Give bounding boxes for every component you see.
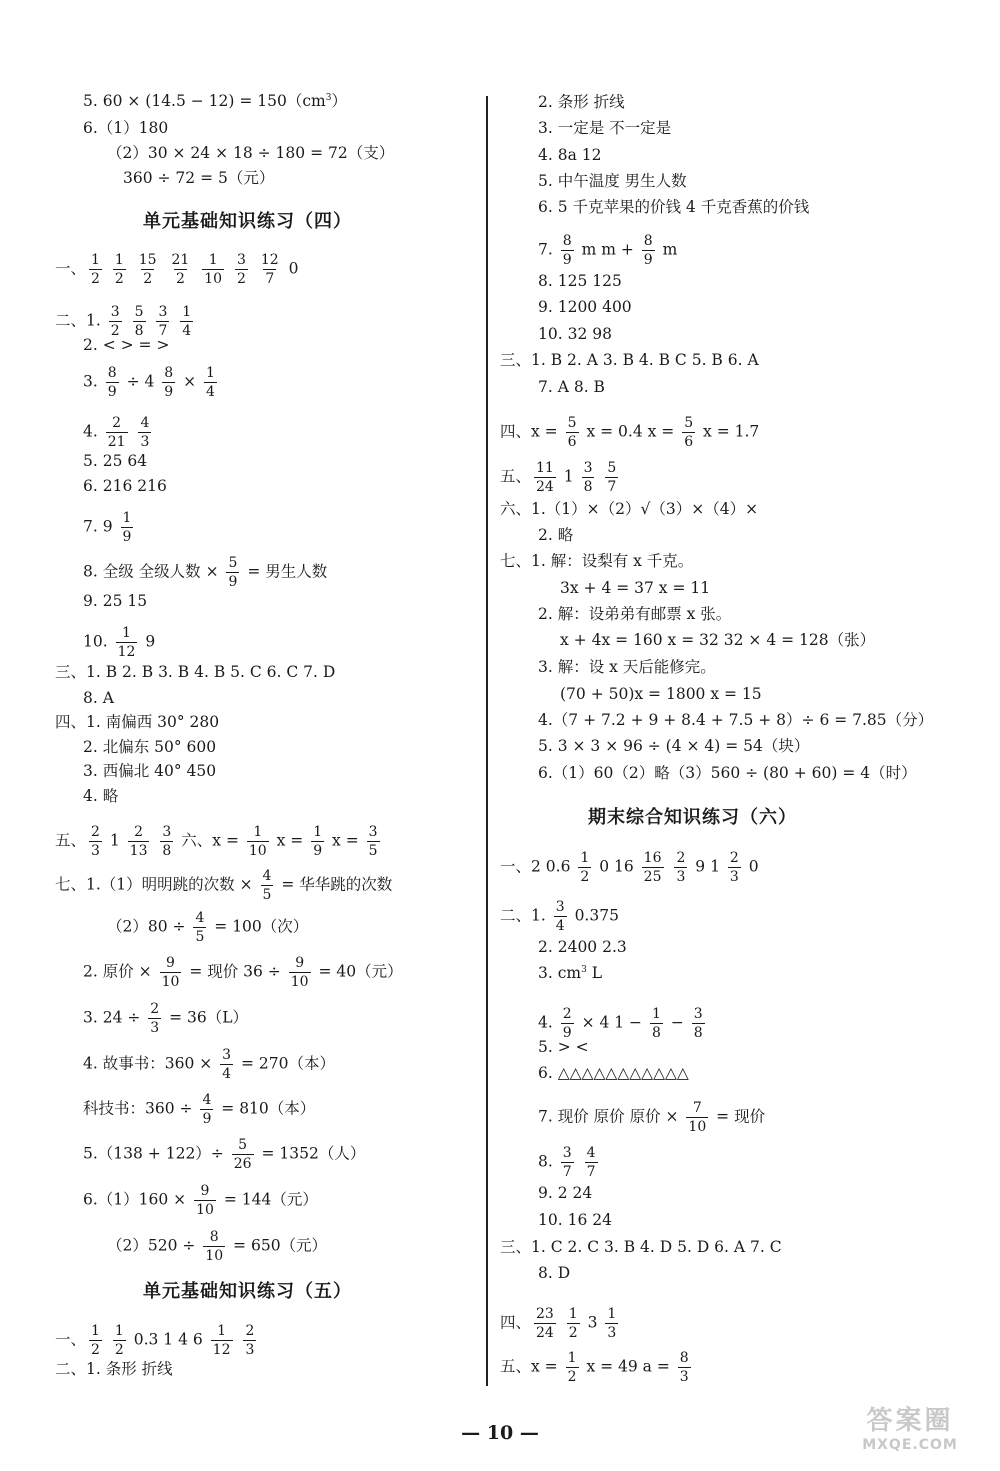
answer-line: （2）80 ÷ $\frac{4}{5}$ = 100（次）: [107, 910, 309, 945]
fraction: $\frac{2}{3}$: [729, 850, 739, 885]
answer-line: 7. 9 $\frac{1}{9}$: [83, 510, 132, 545]
answer-line: 三、1. B 2. B 3. B 4. B 5. C 6. C 7. D: [55, 663, 336, 681]
answer-line: 6. 216 216: [83, 477, 167, 495]
fraction: $\frac{8}{9}$: [562, 233, 572, 268]
answer-line: 2. 2400 2.3: [538, 938, 627, 956]
fraction: $\frac{2}{3}$: [91, 824, 100, 859]
answer-line: 七、1.（1）明明跳的次数 × $\frac{4}{5}$ = 华华跳的次数: [55, 868, 393, 903]
fraction: $\frac{8}{9}$: [643, 233, 653, 268]
answer-line: （2）520 ÷ $\frac{8}{10}$ = 650（元）: [107, 1229, 328, 1264]
fraction: $\frac{2}{21}$: [107, 415, 126, 450]
fraction: $\frac{1}{2}$: [568, 1306, 578, 1341]
answer-line: 5.（138 + 122）÷ $\frac{5}{26}$ = 1352（人）: [83, 1137, 366, 1172]
fraction: $\frac{9}{10}$: [290, 955, 309, 990]
fraction: $\frac{4}{7}$: [586, 1145, 596, 1180]
answer-line: 四、 $\frac{23}{24}$ $\frac{1}{2}$ 3 $\frac{1}{3}$: [500, 1306, 617, 1341]
answer-line: 三、1. C 2. C 3. B 4. D 5. D 6. A 7. C: [500, 1238, 782, 1256]
fraction: $\frac{2}{3}$: [676, 850, 686, 885]
fraction: $\frac{2}{9}$: [562, 1006, 572, 1041]
answer-line: 5. 25 64: [83, 452, 148, 470]
fraction: $\frac{3}{2}$: [237, 252, 246, 287]
answer-line: （2）30 × 24 × 18 ÷ 180 = 72（支）: [107, 144, 395, 162]
fraction: $\frac{3}{2}$: [110, 304, 120, 339]
answer-line: 3. 一定是 不一定是: [538, 119, 672, 137]
answer-line: 七、1. 解：设梨有 x 千克。: [500, 552, 694, 570]
answer-line: 五、 $\frac{11}{24}$ 1 $\frac{3}{8}$ $\frac{5}{7}$: [500, 460, 617, 495]
fraction: $\frac{1}{2}$: [91, 1323, 100, 1358]
answer-line: 6.（1）180: [83, 119, 169, 137]
answer-line: 7. A 8. B: [538, 378, 605, 396]
answer-line: 3x + 4 = 37 x = 11: [560, 579, 711, 597]
answer-line: 10. 32 98: [538, 325, 612, 343]
fraction: $\frac{3}{8}$: [583, 460, 593, 495]
fraction: $\frac{1}{2}$: [114, 1323, 124, 1358]
answer-line: 二、1. $\frac{3}{2}$ $\frac{5}{8}$ $\frac{3}{7}$ $\frac{1}{4}$: [55, 304, 192, 339]
answer-line: 8. A: [83, 689, 114, 707]
fraction: $\frac{5}{6}$: [684, 415, 694, 450]
answer-line: 4. 8a 12: [538, 146, 602, 164]
fraction: $\frac{5}{8}$: [134, 304, 144, 339]
answer-line: 5. > <: [538, 1038, 589, 1056]
answer-line: 10. 16 24: [538, 1211, 612, 1229]
fraction: $\frac{3}{8}$: [162, 824, 172, 859]
answer-line: 6.（1）160 × $\frac{9}{10}$ = 144（元）: [83, 1183, 318, 1218]
answer-line: 9. 2 24: [538, 1184, 593, 1202]
fraction: $\frac{1}{2}$: [580, 850, 590, 885]
fraction: $\frac{1}{2}$: [91, 252, 100, 287]
section-heading: 单元基础知识练习（四）: [143, 211, 352, 232]
fraction: $\frac{4}{3}$: [140, 415, 150, 450]
fraction: $\frac{1}{4}$: [206, 365, 215, 400]
fraction: $\frac{1}{4}$: [182, 304, 192, 339]
answer-line: 8. 125 125: [538, 272, 622, 290]
fraction: $\frac{3}{7}$: [562, 1145, 572, 1180]
fraction: $\frac{15}{2}$: [138, 252, 157, 287]
watermark-logo: [825, 1405, 995, 1465]
answer-line: 4. $\frac{2}{9}$ × 4 1 − $\frac{1}{8}$ − $\frac{3}{8}$: [538, 1006, 703, 1041]
answer-line: 二、1. 条形 折线: [55, 1360, 173, 1378]
fraction: $\frac{3}{4}$: [222, 1047, 232, 1082]
answer-line: 2. 条形 折线: [538, 93, 625, 111]
answer-line: 2. 解：设弟弟有邮票 x 张。: [538, 605, 732, 623]
answer-line: 5. $60 \times (14.5 - 12) = 150(cm^3)$: [83, 92, 348, 111]
fraction: $\frac{5}{9}$: [228, 555, 238, 590]
answer-line: 3. $\frac{8}{9}$ ÷ 4 $\frac{8}{9}$ × $\frac{1}{4}$: [83, 365, 215, 400]
answer-line: 5. 中午温度 男生人数: [538, 172, 687, 190]
fraction: $\frac{1}{3}$: [607, 1306, 617, 1341]
fraction: $\frac{1}{9}$: [313, 824, 323, 859]
fraction: $\frac{4}{9}$: [202, 1092, 212, 1127]
answer-line: 六、1.（1）×（2）√（3）×（4）×: [500, 500, 759, 518]
answer-line: 3. $cm^3$ L: [538, 964, 603, 983]
fraction: $\frac{4}{5}$: [195, 910, 205, 945]
fraction: $\frac{8}{3}$: [679, 1350, 689, 1385]
answer-line: 9. 1200 400: [538, 298, 632, 316]
fraction: $\frac{1}{12}$: [212, 1323, 231, 1358]
fraction: $\frac{7}{10}$: [688, 1100, 707, 1135]
answer-line: 五、x = $\frac{1}{2}$ x = 49 a = $\frac{8}{3}$: [500, 1350, 689, 1385]
answer-line: x + 4x = 160 x = 32 32 × 4 = 128（张）: [560, 631, 876, 649]
fraction: $\frac{5}{6}$: [567, 415, 577, 450]
answer-line: 2. 略: [538, 526, 574, 544]
fraction: $\frac{2}{3}$: [150, 1001, 160, 1036]
answer-line: 3. 24 ÷ $\frac{2}{3}$ = 36（L）: [83, 1001, 249, 1036]
watermark-url: MXQE.COM: [862, 1437, 958, 1453]
answer-line: 一、 $\frac{1}{2}$ $\frac{1}{2}$ $\frac{15}{2}$ $\frac{21}{2}$ $\frac{1}{10}$ $\frac{3}{2}$ $\frac{12}{7}$ 0: [55, 252, 299, 287]
watermark-logo-text: 答案圈: [866, 1406, 954, 1436]
fraction: $\frac{1}{2}$: [567, 1350, 577, 1385]
answer-line: 科技书：360 ÷ $\frac{4}{9}$ = 810（本）: [83, 1092, 316, 1127]
answer-line: 8. D: [538, 1264, 571, 1282]
fraction: $\frac{4}{5}$: [262, 868, 272, 903]
fraction: $\frac{1}{8}$: [651, 1006, 661, 1041]
fraction: $\frac{9}{10}$: [161, 955, 180, 990]
fraction: $\frac{5}{26}$: [233, 1137, 252, 1172]
fraction: $\frac{1}{9}$: [122, 510, 132, 545]
section-heading: 单元基础知识练习（五）: [143, 1281, 352, 1302]
fraction: $\frac{1}{2}$: [114, 252, 124, 287]
fraction: $\frac{16}{25}$: [643, 850, 662, 885]
answer-line: 10. $\frac{1}{12}$ 9: [83, 625, 156, 660]
answer-line: 3. 西偏北 40° 450: [83, 762, 217, 780]
answer-line: 四、1. 南偏西 30° 280: [55, 713, 220, 731]
fraction: $\frac{1}{10}$: [204, 252, 223, 287]
fraction: $\frac{3}{5}$: [368, 824, 378, 859]
fraction: $\frac{21}{2}$: [171, 252, 190, 287]
answer-line: 四、x = $\frac{5}{6}$ x = 0.4 x = $\frac{5}{6}$ x = 1.7: [500, 415, 760, 450]
answer-line: 6.（1）60（2）略（3）560 ÷ (80 + 60) = 4（时）: [538, 764, 917, 782]
fraction: $\frac{8}{9}$: [107, 365, 117, 400]
answer-line: 5. 3 × 3 × 96 ÷ (4 × 4) = 54（块）: [538, 737, 810, 755]
column-divider: [486, 96, 488, 1386]
answer-line: 4. 故事书：360 × $\frac{3}{4}$ = 270（本）: [83, 1047, 336, 1082]
answer-line: (70 + 50)x = 1800 x = 15: [560, 685, 762, 703]
fraction: $\frac{2}{3}$: [245, 1323, 255, 1358]
fraction: $\frac{12}{7}$: [260, 252, 279, 287]
answer-line: 2. 北偏东 50° 600: [83, 738, 217, 756]
answer-line: 2. < > = >: [83, 336, 170, 354]
fraction: $\frac{2}{13}$: [129, 824, 148, 859]
fraction: $\frac{8}{9}$: [164, 365, 174, 400]
answer-line: 一、 $\frac{1}{2}$ $\frac{1}{2}$ 0.3 1 4 6 $\frac{1}{12}$ $\frac{2}{3}$: [55, 1323, 255, 1358]
fraction: $\frac{8}{10}$: [205, 1229, 224, 1264]
answer-line: 6. 5 千克苹果的价钱 4 千克香蕉的价钱: [538, 198, 810, 216]
answer-line: 6. △△△△△△△△△△△: [538, 1064, 689, 1082]
answer-line: 360 ÷ 72 = 5（元）: [123, 169, 275, 187]
answer-line: 五、 $\frac{2}{3}$ 1 $\frac{2}{13}$ $\frac{3}{8}$ 六、x = $\frac{1}{10}$ x = $\frac{1}{9}$ x = $\frac{3}{5}$: [55, 824, 378, 859]
answer-line: 4.（7 + 7.2 + 9 + 8.4 + 7.5 + 8）÷ 6 = 7.85（分）: [538, 711, 934, 729]
fraction: $\frac{23}{24}$: [536, 1306, 554, 1341]
fraction: $\frac{3}{7}$: [158, 304, 168, 339]
page-number: — 10 —: [461, 1422, 539, 1444]
answer-line: 9. 25 15: [83, 592, 148, 610]
fraction: $\frac{5}{7}$: [607, 460, 617, 495]
section-heading: 期末综合知识练习（六）: [588, 807, 797, 828]
fraction: $\frac{9}{10}$: [196, 1183, 214, 1218]
answer-line: 一、2 0.6 $\frac{1}{2}$ 0 16 $\frac{16}{25}$ $\frac{2}{3}$ 9 1 $\frac{2}{3}$ 0: [500, 850, 759, 885]
answer-line: 7. 现价 原价 原价 × $\frac{7}{10}$ = 现价: [538, 1100, 766, 1135]
answer-line: 4. $\frac{2}{21}$ $\frac{4}{3}$: [83, 415, 150, 450]
fraction: $\frac{3}{8}$: [693, 1006, 703, 1041]
answer-line: 8. 全级 全级人数 × $\frac{5}{9}$ = 男生人数: [83, 555, 328, 590]
answer-line: 3. 解：设 x 天后能修完。: [538, 658, 716, 676]
answer-line: 二、1. $\frac{3}{4}$ 0.375: [500, 899, 619, 934]
answer-line: 7. $\frac{8}{9}$ m m + $\frac{8}{9}$ m: [538, 233, 678, 268]
answer-line: 三、1. B 2. A 3. B 4. B C 5. B 6. A: [500, 351, 759, 369]
answer-line: 2. 原价 × $\frac{9}{10}$ = 现价 36 ÷ $\frac{9}{10}$ = 40（元）: [83, 955, 403, 990]
fraction: $\frac{11}{24}$: [536, 460, 554, 495]
fraction: $\frac{1}{10}$: [248, 824, 267, 859]
fraction: $\frac{3}{4}$: [555, 899, 565, 934]
fraction: $\frac{1}{12}$: [117, 625, 136, 660]
answer-line: 8. $\frac{3}{7}$ $\frac{4}{7}$: [538, 1145, 596, 1180]
answer-line: 4. 略: [83, 787, 119, 805]
